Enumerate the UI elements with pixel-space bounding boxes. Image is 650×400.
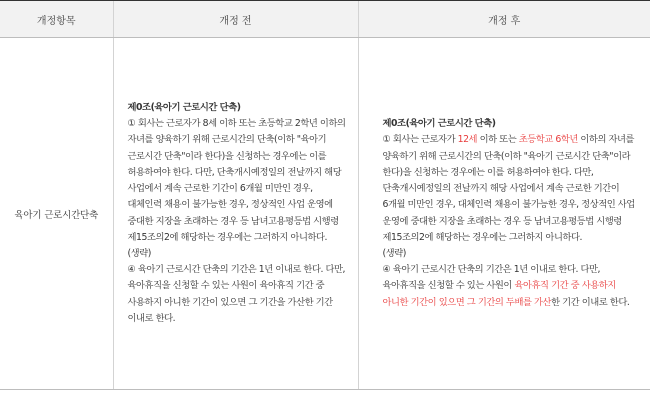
after-para2 — [383, 262, 641, 311]
after-para1-c: 이하의 자녀를 양육하기 위해 근로시간의 단축(이하 "육아기 근로시간 단축"이라 한다)을 신청하는 경우에는 이를 허용하여야 한다. 다만, 단축개시예정일의 전날까지 해당 사업에서 계속 근로한 기간이 6개월 미만인 경우, 대체인력 채용이 불가능한 경우, 정상적인 사업 운영에 중대한 지장을 초래하는 경우 등 남녀고용평등법 시행령 제15조의2에 해당하는 경우에는 그러하지 아니하다. — [382, 134, 635, 243]
after-para1-highlight-age: 12세 — [457, 134, 478, 146]
after-title: 제0조(육아기 근로시간 단축) — [382, 118, 496, 130]
item-label: 육아기 근로시간단축 — [0, 38, 113, 390]
header-before: 개정 전 — [113, 1, 358, 38]
before-cell — [113, 38, 358, 390]
after-para2-b: 한 기간 이내로 한다. — [551, 296, 630, 308]
header-item: 개정항목 — [0, 1, 113, 38]
header-row — [0, 1, 650, 38]
after-omitted: (생략) — [382, 247, 406, 259]
after-cell — [358, 38, 650, 390]
after-para1-a: ① 회사는 근로자가 — [382, 134, 458, 146]
after-para1 — [383, 132, 641, 245]
before-title: 제0조(육아기 근로시간 단축) — [127, 102, 241, 114]
before-para1: ① 회사는 근로자가 8세 이하 또는 초등학교 2학년 이하의 자녀를 양육하기 위해 근로시간의 단축(이하 "육아기 근로시간 단축"이라 한다)을 신청하는 경우에는 이를 허용하여야 한다. 다만, 단축개시예정일의 전날까지 해당 사업에서 계속 근로한 기간이 6개월 미만인 경우, 대체인력 채용이 불가능한 경우, 정상적인 사업 운영에 중대한 지장을 초래하는 경우 등 남녀고용평등법 시행령 제15조의2에 해당하는 경우에는 그러하지 아니하다. — [127, 118, 346, 243]
before-omitted: (생략) — [127, 247, 151, 259]
before-para2: ④ 육아기 근로시간 단축의 기간은 1년 이내로 한다. 다만, 육아휴직을 신청할 수 있는 사원이 육아휴직 기간 중 사용하지 아니한 기간이 있으면 그 기간을 가산한 기간 이내로 한다. — [127, 264, 346, 324]
after-para1-highlight-grade: 초등학교 6학년 — [518, 134, 578, 146]
after-para2-a: ④ 육아기 근로시간 단축의 기간은 1년 이내로 한다. 다만, 육아휴직을 신청할 수 있는 사원이 — [382, 264, 601, 292]
header-after: 개정 후 — [358, 1, 650, 38]
after-para1-b: 이하 또는 — [477, 134, 519, 146]
after-para2-highlight: 육아휴직 기간 중 사용하지 아니한 기간이 있으면 그 기간의 두배를 가산 — [382, 280, 616, 308]
table-row — [0, 38, 650, 390]
